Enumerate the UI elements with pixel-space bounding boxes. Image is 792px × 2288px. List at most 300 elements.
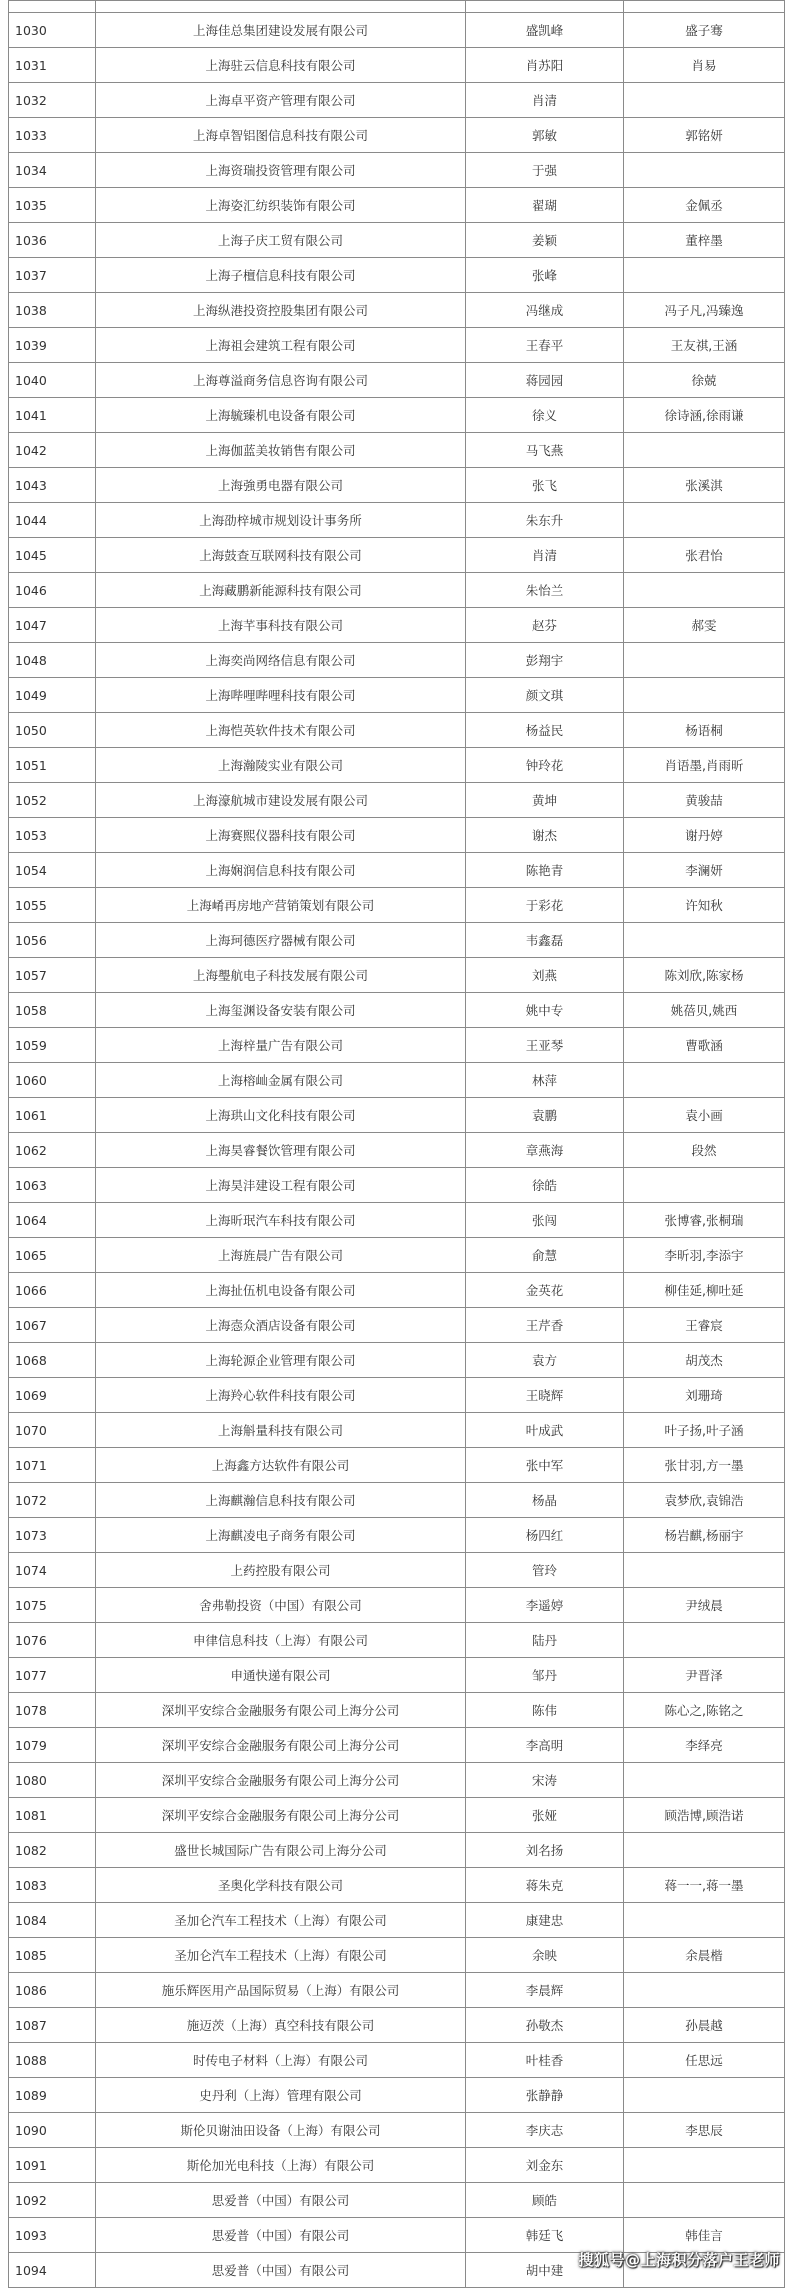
- relative-names: [624, 1, 785, 13]
- table-row: [9, 328, 785, 363]
- table-row: [9, 993, 785, 1028]
- row-number: 1077: [9, 1658, 96, 1693]
- relative-names: 胡茂杰: [624, 1343, 785, 1378]
- table-row: [9, 1343, 785, 1378]
- company-name: 上海姿汇纺织装饰有限公司: [96, 188, 466, 223]
- row-number: 1056: [9, 923, 96, 958]
- company-name: 圣加仑汽车工程技术（上海）有限公司: [96, 1938, 466, 1973]
- relative-names: [624, 153, 785, 188]
- row-number: 1088: [9, 2043, 96, 2078]
- relative-names: 徐诗涵,徐雨谦: [624, 398, 785, 433]
- row-number: 1045: [9, 538, 96, 573]
- table-row: [9, 188, 785, 223]
- table-row: [9, 853, 785, 888]
- table-row: [9, 2183, 785, 2218]
- company-name: 上海佳总集团建设发展有限公司: [96, 13, 466, 48]
- table-row: [9, 13, 785, 48]
- table-row: [9, 118, 785, 153]
- row-number: 1070: [9, 1413, 96, 1448]
- row-number: 1091: [9, 2148, 96, 2183]
- principal-name: 黄坤: [466, 783, 624, 818]
- principal-name: 孙敬杰: [466, 2008, 624, 2043]
- row-number: 1059: [9, 1028, 96, 1063]
- company-name: 上海瀚陵实业有限公司: [96, 748, 466, 783]
- row-number: 1083: [9, 1868, 96, 1903]
- relative-names: 徐兢: [624, 363, 785, 398]
- relative-names: 袁梦欣,袁锦浩: [624, 1483, 785, 1518]
- principal-name: 章燕海: [466, 1133, 624, 1168]
- relative-names: [624, 573, 785, 608]
- relative-names: [624, 258, 785, 293]
- principal-name: 赵芬: [466, 608, 624, 643]
- row-number: 1084: [9, 1903, 96, 1938]
- relative-names: 张溪淇: [624, 468, 785, 503]
- relative-names: [624, 923, 785, 958]
- row-number: 1042: [9, 433, 96, 468]
- principal-name: 陆丹: [466, 1623, 624, 1658]
- company-name: 上海悫众酒店设备有限公司: [96, 1308, 466, 1343]
- row-number: 1063: [9, 1168, 96, 1203]
- table-row: [9, 1588, 785, 1623]
- relative-names: 蒋一一,蒋一墨: [624, 1868, 785, 1903]
- table-row: [9, 783, 785, 818]
- table-row: [9, 748, 785, 783]
- company-name: 上海资瑞投资管理有限公司: [96, 153, 466, 188]
- principal-name: 林萍: [466, 1063, 624, 1098]
- principal-name: 王芹香: [466, 1308, 624, 1343]
- table-row: [9, 1308, 785, 1343]
- principal-name: 邹丹: [466, 1658, 624, 1693]
- row-number: 1085: [9, 1938, 96, 1973]
- table-row: [9, 713, 785, 748]
- row-number: 1035: [9, 188, 96, 223]
- table-row: [9, 363, 785, 398]
- relative-names: 董梓墨: [624, 223, 785, 258]
- company-name: 上海玺渊设备安装有限公司: [96, 993, 466, 1028]
- company-name: 时传电子材料（上海）有限公司: [96, 2043, 466, 2078]
- principal-name: 钟玲花: [466, 748, 624, 783]
- table-row: [9, 1, 785, 13]
- row-number: 1055: [9, 888, 96, 923]
- table-row: [9, 1903, 785, 1938]
- table-row: [9, 468, 785, 503]
- table-row: [9, 1098, 785, 1133]
- table-row: [9, 2113, 785, 2148]
- principal-name: 刘金东: [466, 2148, 624, 2183]
- relative-names: 郝雯: [624, 608, 785, 643]
- relative-names: 任思远: [624, 2043, 785, 2078]
- relative-names: 肖语墨,肖雨昕: [624, 748, 785, 783]
- table-row: [9, 1378, 785, 1413]
- table-row: [9, 1448, 785, 1483]
- principal-name: 朱怡兰: [466, 573, 624, 608]
- row-number: 1067: [9, 1308, 96, 1343]
- principal-name: 王晓辉: [466, 1378, 624, 1413]
- table-row: [9, 1133, 785, 1168]
- principal-name: 管玲: [466, 1553, 624, 1588]
- principal-name: 彭翔宇: [466, 643, 624, 678]
- principal-name: 徐义: [466, 398, 624, 433]
- table-row: [9, 2148, 785, 2183]
- row-number: 1046: [9, 573, 96, 608]
- principal-name: 张娅: [466, 1798, 624, 1833]
- row-number: 1033: [9, 118, 96, 153]
- principal-name: 姚中专: [466, 993, 624, 1028]
- row-number: 1094: [9, 2253, 96, 2288]
- principal-name: 肖清: [466, 83, 624, 118]
- row-number: 1032: [9, 83, 96, 118]
- relative-names: [624, 1763, 785, 1798]
- relative-names: 李澜妍: [624, 853, 785, 888]
- row-number: 1071: [9, 1448, 96, 1483]
- principal-name: 姜颖: [466, 223, 624, 258]
- relative-names: [624, 2183, 785, 2218]
- relative-names: [624, 1973, 785, 2008]
- table-row: [9, 433, 785, 468]
- row-number: 1090: [9, 2113, 96, 2148]
- company-name: 上海轮源企业管理有限公司: [96, 1343, 466, 1378]
- table-row: [9, 1483, 785, 1518]
- company-name: 圣奥化学科技有限公司: [96, 1868, 466, 1903]
- relative-names: 张甘羽,方一墨: [624, 1448, 785, 1483]
- company-name: 上海藏鹏新能源科技有限公司: [96, 573, 466, 608]
- row-number: 1054: [9, 853, 96, 888]
- relative-names: 许知秋: [624, 888, 785, 923]
- relative-names: 袁小画: [624, 1098, 785, 1133]
- principal-name: 李晨辉: [466, 1973, 624, 2008]
- company-name: 申通快递有限公司: [96, 1658, 466, 1693]
- table-row: [9, 258, 785, 293]
- row-number: 1065: [9, 1238, 96, 1273]
- table-row: [9, 2078, 785, 2113]
- row-number: 1043: [9, 468, 96, 503]
- row-number: 1058: [9, 993, 96, 1028]
- company-name: 上海羚心软件科技有限公司: [96, 1378, 466, 1413]
- principal-name: 冯继成: [466, 293, 624, 328]
- company-name: 施迈茨（上海）真空科技有限公司: [96, 2008, 466, 2043]
- principal-name: 颜文琪: [466, 678, 624, 713]
- row-number: 1057: [9, 958, 96, 993]
- company-name: 上海赛熙仪器科技有限公司: [96, 818, 466, 853]
- principal-name: 谢杰: [466, 818, 624, 853]
- row-number: 1086: [9, 1973, 96, 2008]
- table-row: [9, 1728, 785, 1763]
- table-row: [9, 1763, 785, 1798]
- row-number: 1082: [9, 1833, 96, 1868]
- principal-name: 张中军: [466, 1448, 624, 1483]
- relative-names: 杨岩麒,杨丽宇: [624, 1518, 785, 1553]
- relative-names: [624, 1833, 785, 1868]
- relative-names: 郭铭妍: [624, 118, 785, 153]
- row-number: 1079: [9, 1728, 96, 1763]
- table-row: [9, 1973, 785, 2008]
- company-name: 上海璺航电子科技发展有限公司: [96, 958, 466, 993]
- principal-name: 蒋朱克: [466, 1868, 624, 1903]
- row-number: 1061: [9, 1098, 96, 1133]
- company-name: [96, 1, 466, 13]
- company-name: 上海子庆工贸有限公司: [96, 223, 466, 258]
- relative-names: 陈刘欣,陈家杨: [624, 958, 785, 993]
- company-name: 斯伦贝谢油田设备（上海）有限公司: [96, 2113, 466, 2148]
- company-name: 上海崤再房地产营销策划有限公司: [96, 888, 466, 923]
- principal-name: 宋涛: [466, 1763, 624, 1798]
- principal-name: 郭敏: [466, 118, 624, 153]
- company-name: 上海奕尚网络信息有限公司: [96, 643, 466, 678]
- company-name: 上海娴润信息科技有限公司: [96, 853, 466, 888]
- relative-names: 王睿宸: [624, 1308, 785, 1343]
- principal-name: 张飞: [466, 468, 624, 503]
- table-row: [9, 678, 785, 713]
- company-name: 上海濠航城市建设发展有限公司: [96, 783, 466, 818]
- row-number: 1089: [9, 2078, 96, 2113]
- relative-names: 李思辰: [624, 2113, 785, 2148]
- relative-names: 黄骏喆: [624, 783, 785, 818]
- row-number: [9, 1, 96, 13]
- principal-name: 胡中建: [466, 2253, 624, 2288]
- row-number: 1078: [9, 1693, 96, 1728]
- principal-name: 杨四红: [466, 1518, 624, 1553]
- row-number: 1049: [9, 678, 96, 713]
- company-name: 思爱普（中国）有限公司: [96, 2183, 466, 2218]
- principal-name: 李庆志: [466, 2113, 624, 2148]
- company-name: 盛世长城国际广告有限公司上海分公司: [96, 1833, 466, 1868]
- relative-names: 张博睿,张桐瑞: [624, 1203, 785, 1238]
- relative-names: [624, 2148, 785, 2183]
- principal-name: 袁鹏: [466, 1098, 624, 1133]
- company-name: 上海強勇电器有限公司: [96, 468, 466, 503]
- table-row: [9, 2218, 785, 2253]
- row-number: 1039: [9, 328, 96, 363]
- relative-names: [624, 503, 785, 538]
- relative-names: [624, 643, 785, 678]
- row-number: 1031: [9, 48, 96, 83]
- relative-names: 肖易: [624, 48, 785, 83]
- company-name: 斯伦加光电科技（上海）有限公司: [96, 2148, 466, 2183]
- company-name: 深圳平安综合金融服务有限公司上海分公司: [96, 1693, 466, 1728]
- table-row: [9, 923, 785, 958]
- principal-name: 徐皓: [466, 1168, 624, 1203]
- row-number: 1051: [9, 748, 96, 783]
- principal-name: 叶桂香: [466, 2043, 624, 2078]
- table-row: [9, 608, 785, 643]
- table-row: [9, 153, 785, 188]
- company-name: 上海扯伍机电设备有限公司: [96, 1273, 466, 1308]
- relative-names: 陈心之,陈铭之: [624, 1693, 785, 1728]
- relative-names: 张君怡: [624, 538, 785, 573]
- table-row: [9, 1658, 785, 1693]
- relative-names: 段然: [624, 1133, 785, 1168]
- principal-name: 韩廷飞: [466, 2218, 624, 2253]
- relative-names: [624, 1063, 785, 1098]
- principal-name: 余映: [466, 1938, 624, 1973]
- principal-name: 张峰: [466, 258, 624, 293]
- row-number: 1093: [9, 2218, 96, 2253]
- relative-names: 李绎亮: [624, 1728, 785, 1763]
- company-name: 上海昕珉汽车科技有限公司: [96, 1203, 466, 1238]
- relative-names: 李昕羽,李添宇: [624, 1238, 785, 1273]
- relative-names: [624, 83, 785, 118]
- table-row: [9, 1413, 785, 1448]
- company-name: 上海麒瀚信息科技有限公司: [96, 1483, 466, 1518]
- row-number: 1076: [9, 1623, 96, 1658]
- principal-name: 叶成武: [466, 1413, 624, 1448]
- principal-name: 朱东升: [466, 503, 624, 538]
- company-name: 上海祖会建筑工程有限公司: [96, 328, 466, 363]
- table-row: [9, 1028, 785, 1063]
- principal-name: 张闯: [466, 1203, 624, 1238]
- company-name: 上海劭梓城市规划设计事务所: [96, 503, 466, 538]
- company-name: 上海纵港投资控股集团有限公司: [96, 293, 466, 328]
- company-name: 思爱普（中国）有限公司: [96, 2253, 466, 2288]
- row-number: 1074: [9, 1553, 96, 1588]
- principal-name: 盛凯峰: [466, 13, 624, 48]
- company-name: 上海珂德医疗器械有限公司: [96, 923, 466, 958]
- principal-name: 陈艳青: [466, 853, 624, 888]
- company-name: 上海卓平资产管理有限公司: [96, 83, 466, 118]
- row-number: 1066: [9, 1273, 96, 1308]
- relative-names: 孙晨越: [624, 2008, 785, 2043]
- relative-names: 冯子凡,冯臻逸: [624, 293, 785, 328]
- relative-names: [624, 1168, 785, 1203]
- company-name: 圣加仑汽车工程技术（上海）有限公司: [96, 1903, 466, 1938]
- table-row: [9, 958, 785, 993]
- company-name: 上海恺英软件技术有限公司: [96, 713, 466, 748]
- company-name: 施乐辉医用产品国际贸易（上海）有限公司: [96, 1973, 466, 2008]
- row-number: 1048: [9, 643, 96, 678]
- principal-name: 顾皓: [466, 2183, 624, 2218]
- table-row: [9, 1693, 785, 1728]
- relative-names: 谢丹婷: [624, 818, 785, 853]
- relative-names: 尹绒晨: [624, 1588, 785, 1623]
- row-number: 1052: [9, 783, 96, 818]
- table-row: [9, 1273, 785, 1308]
- row-number: 1087: [9, 2008, 96, 2043]
- table-row: [9, 1518, 785, 1553]
- row-number: 1072: [9, 1483, 96, 1518]
- table-row: [9, 1798, 785, 1833]
- table-row: [9, 1868, 785, 1903]
- relative-names: 杨语桐: [624, 713, 785, 748]
- row-number: 1030: [9, 13, 96, 48]
- principal-name: 肖清: [466, 538, 624, 573]
- row-number: 1047: [9, 608, 96, 643]
- row-number: 1036: [9, 223, 96, 258]
- row-number: 1044: [9, 503, 96, 538]
- principal-name: 金英花: [466, 1273, 624, 1308]
- company-name: 上药控股有限公司: [96, 1553, 466, 1588]
- company-name: 上海麒凌电子商务有限公司: [96, 1518, 466, 1553]
- company-name: 深圳平安综合金融服务有限公司上海分公司: [96, 1798, 466, 1833]
- company-name: 上海梓量广告有限公司: [96, 1028, 466, 1063]
- company-name: 深圳平安综合金融服务有限公司上海分公司: [96, 1728, 466, 1763]
- principal-name: [466, 1, 624, 13]
- company-name: 深圳平安综合金融服务有限公司上海分公司: [96, 1763, 466, 1798]
- company-name: 上海珙山文化科技有限公司: [96, 1098, 466, 1133]
- row-number: 1050: [9, 713, 96, 748]
- relative-names: 刘珊琦: [624, 1378, 785, 1413]
- principal-name: 俞慧: [466, 1238, 624, 1273]
- company-name: 上海斛量科技有限公司: [96, 1413, 466, 1448]
- company-name: 上海驻云信息科技有限公司: [96, 48, 466, 83]
- relative-names: [624, 1623, 785, 1658]
- principal-name: 刘燕: [466, 958, 624, 993]
- principal-name: 杨晶: [466, 1483, 624, 1518]
- row-number: 1038: [9, 293, 96, 328]
- company-name: 上海鼓查互联网科技有限公司: [96, 538, 466, 573]
- table-row: [9, 48, 785, 83]
- data-table: [8, 0, 785, 2288]
- company-name: 上海榕屾金属有限公司: [96, 1063, 466, 1098]
- table-row: [9, 1938, 785, 1973]
- table-row: [9, 398, 785, 433]
- company-name: 上海旌晨广告有限公司: [96, 1238, 466, 1273]
- company-name: 上海伽蓝美妆销售有限公司: [96, 433, 466, 468]
- table-row: [9, 293, 785, 328]
- company-name: 上海子檀信息科技有限公司: [96, 258, 466, 293]
- relative-names: [624, 1903, 785, 1938]
- principal-name: 于强: [466, 153, 624, 188]
- relative-names: 金佩丞: [624, 188, 785, 223]
- company-name: 舍弗勒投资（中国）有限公司: [96, 1588, 466, 1623]
- row-number: 1080: [9, 1763, 96, 1798]
- company-name: 申律信息科技（上海）有限公司: [96, 1623, 466, 1658]
- company-name: 上海昊睿餐饮管理有限公司: [96, 1133, 466, 1168]
- table-row: [9, 573, 785, 608]
- principal-name: 李遥婷: [466, 1588, 624, 1623]
- principal-name: 王亚琴: [466, 1028, 624, 1063]
- table-row: [9, 1623, 785, 1658]
- principal-name: 马飞燕: [466, 433, 624, 468]
- row-number: 1034: [9, 153, 96, 188]
- relative-names: 曹歌涵: [624, 1028, 785, 1063]
- row-number: 1060: [9, 1063, 96, 1098]
- relative-names: 尹晋泽: [624, 1658, 785, 1693]
- table-row: [9, 538, 785, 573]
- principal-name: 肖苏阳: [466, 48, 624, 83]
- row-number: 1073: [9, 1518, 96, 1553]
- table-row: [9, 888, 785, 923]
- company-name: 上海昊沣建设工程有限公司: [96, 1168, 466, 1203]
- relative-names: [624, 678, 785, 713]
- row-number: 1062: [9, 1133, 96, 1168]
- relative-names: 余晨楷: [624, 1938, 785, 1973]
- company-name: 上海哔哩哔哩科技有限公司: [96, 678, 466, 713]
- company-name: 上海芊事科技有限公司: [96, 608, 466, 643]
- principal-name: 陈伟: [466, 1693, 624, 1728]
- row-number: 1075: [9, 1588, 96, 1623]
- row-number: 1064: [9, 1203, 96, 1238]
- principal-name: 袁方: [466, 1343, 624, 1378]
- principal-name: 蒋园园: [466, 363, 624, 398]
- company-name: 上海卓智铝图信息科技有限公司: [96, 118, 466, 153]
- table-row: [9, 818, 785, 853]
- table-row: [9, 1063, 785, 1098]
- company-name: 上海毓臻机电设备有限公司: [96, 398, 466, 433]
- table-row: [9, 1238, 785, 1273]
- row-number: 1037: [9, 258, 96, 293]
- relative-names: [624, 433, 785, 468]
- company-name: 上海鑫方达软件有限公司: [96, 1448, 466, 1483]
- relative-names: 盛子骞: [624, 13, 785, 48]
- row-number: 1069: [9, 1378, 96, 1413]
- relative-names: 柳佳延,柳吐延: [624, 1273, 785, 1308]
- relative-names: 姚蓓贝,姚西: [624, 993, 785, 1028]
- watermark: 搜狐号@上海积分落户王老师: [578, 2251, 780, 2269]
- table-row: [9, 83, 785, 118]
- table-row: [9, 2043, 785, 2078]
- table-row: [9, 223, 785, 258]
- company-name: 上海尊溢商务信息咨询有限公司: [96, 363, 466, 398]
